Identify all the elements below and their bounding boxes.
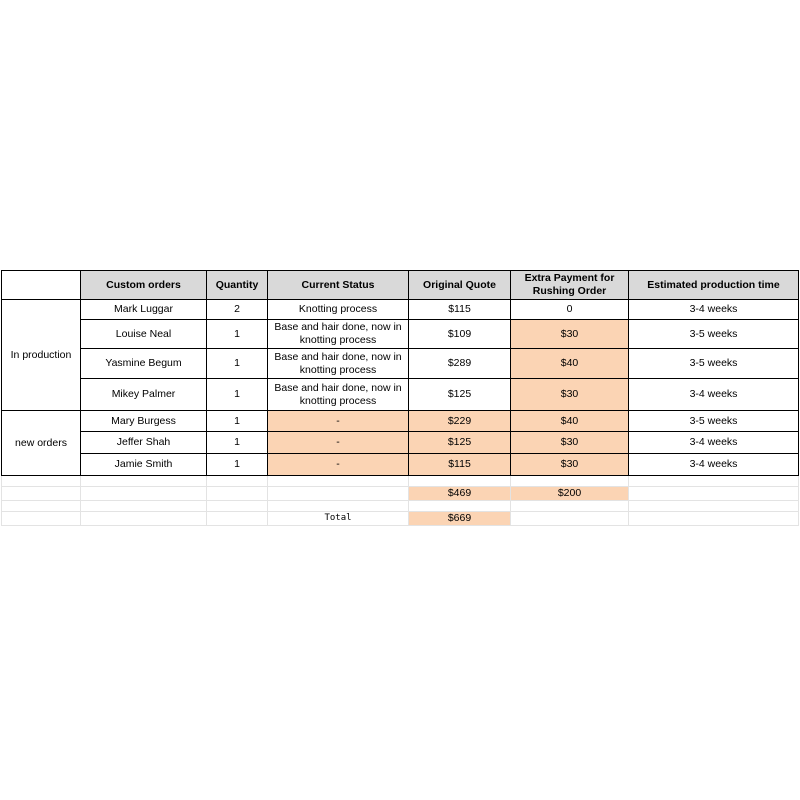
cell-quote[interactable]: $125	[409, 432, 511, 454]
group-in-production[interactable]: In production	[2, 300, 81, 411]
cell-status[interactable]: -	[268, 432, 409, 454]
empty-cell[interactable]	[2, 512, 81, 526]
header-quantity[interactable]: Quantity	[207, 271, 268, 300]
cell-extra[interactable]: $40	[511, 349, 629, 379]
cell-time[interactable]: 3-4 weeks	[629, 432, 799, 454]
table-row	[2, 349, 799, 379]
cell-quote[interactable]: $115	[409, 454, 511, 476]
cell-time[interactable]: 3-5 weeks	[629, 411, 799, 432]
cell-quantity[interactable]: 1	[207, 379, 268, 411]
cell-name[interactable]: Mikey Palmer	[81, 379, 207, 411]
subtotal-row	[2, 487, 799, 501]
total-row	[2, 512, 799, 526]
header-current-status[interactable]: Current Status	[268, 271, 409, 300]
empty-cell[interactable]	[81, 512, 207, 526]
cell-extra[interactable]: $30	[511, 379, 629, 411]
cell-quote[interactable]: $115	[409, 300, 511, 320]
cell-extra[interactable]: 0	[511, 300, 629, 320]
cell-time[interactable]: 3-5 weeks	[629, 349, 799, 379]
total-label[interactable]: Total	[268, 512, 409, 526]
cell-time[interactable]: 3-4 weeks	[629, 379, 799, 411]
table-row	[2, 432, 799, 454]
cell-quantity[interactable]: 1	[207, 320, 268, 349]
empty-cell[interactable]	[2, 476, 81, 487]
empty-cell[interactable]	[207, 512, 268, 526]
cell-status[interactable]: -	[268, 454, 409, 476]
cell-name[interactable]: Jeffer Shah	[81, 432, 207, 454]
quote-subtotal[interactable]: $469	[409, 487, 511, 501]
header-row	[2, 271, 799, 300]
cell-status[interactable]: -	[268, 411, 409, 432]
empty-cell[interactable]	[629, 501, 799, 512]
empty-cell[interactable]	[81, 487, 207, 501]
empty-cell[interactable]	[511, 476, 629, 487]
cell-extra[interactable]: $30	[511, 454, 629, 476]
group-new-orders[interactable]: new orders	[2, 411, 81, 476]
table-row	[2, 454, 799, 476]
cell-extra[interactable]: $40	[511, 411, 629, 432]
empty-cell[interactable]	[268, 476, 409, 487]
empty-cell[interactable]	[409, 476, 511, 487]
header-extra-payment[interactable]: Extra Payment for Rushing Order	[511, 271, 629, 300]
table-row	[2, 320, 799, 349]
cell-quote[interactable]: $229	[409, 411, 511, 432]
cell-name[interactable]: Mary Burgess	[81, 411, 207, 432]
cell-name[interactable]: Louise Neal	[81, 320, 207, 349]
cell-extra[interactable]: $30	[511, 320, 629, 349]
cell-status[interactable]: Base and hair done, now in knotting process	[268, 379, 409, 411]
cell-name[interactable]: Jamie Smith	[81, 454, 207, 476]
cell-quantity[interactable]: 1	[207, 349, 268, 379]
empty-cell[interactable]	[207, 476, 268, 487]
cell-time[interactable]: 3-4 weeks	[629, 300, 799, 320]
empty-cell[interactable]	[2, 501, 81, 512]
empty-cell[interactable]	[629, 512, 799, 526]
cell-extra[interactable]: $30	[511, 432, 629, 454]
cell-quantity[interactable]: 1	[207, 432, 268, 454]
empty-cell[interactable]	[81, 501, 207, 512]
cell-name[interactable]: Yasmine Begum	[81, 349, 207, 379]
cell-status[interactable]: Knotting process	[268, 300, 409, 320]
header-custom-orders[interactable]: Custom orders	[81, 271, 207, 300]
empty-cell[interactable]	[511, 512, 629, 526]
empty-cell[interactable]	[268, 501, 409, 512]
extra-subtotal[interactable]: $200	[511, 487, 629, 501]
orders-spreadsheet	[1, 270, 799, 526]
table-row	[2, 300, 799, 320]
empty-cell[interactable]	[207, 487, 268, 501]
cell-time[interactable]: 3-5 weeks	[629, 320, 799, 349]
cell-name[interactable]: Mark Luggar	[81, 300, 207, 320]
cell-quote[interactable]: $109	[409, 320, 511, 349]
table-row	[2, 411, 799, 432]
cell-quantity[interactable]: 1	[207, 454, 268, 476]
empty-cell[interactable]	[207, 501, 268, 512]
cell-quote[interactable]: $289	[409, 349, 511, 379]
cell-quantity[interactable]: 2	[207, 300, 268, 320]
empty-cell[interactable]	[511, 501, 629, 512]
empty-cell[interactable]	[81, 476, 207, 487]
cell-status[interactable]: Base and hair done, now in knotting process	[268, 349, 409, 379]
header-original-quote[interactable]: Original Quote	[409, 271, 511, 300]
cell-quote[interactable]: $125	[409, 379, 511, 411]
empty-cell[interactable]	[629, 476, 799, 487]
empty-cell[interactable]	[409, 501, 511, 512]
table-row	[2, 379, 799, 411]
spacer-row	[2, 501, 799, 512]
cell-quantity[interactable]: 1	[207, 411, 268, 432]
header-group[interactable]	[2, 271, 81, 300]
header-production-time[interactable]: Estimated production time	[629, 271, 799, 300]
cell-time[interactable]: 3-4 weeks	[629, 454, 799, 476]
cell-status[interactable]: Base and hair done, now in knotting process	[268, 320, 409, 349]
spacer-row	[2, 476, 799, 487]
grand-total[interactable]: $669	[409, 512, 511, 526]
empty-cell[interactable]	[2, 487, 81, 501]
empty-cell[interactable]	[268, 487, 409, 501]
empty-cell[interactable]	[629, 487, 799, 501]
